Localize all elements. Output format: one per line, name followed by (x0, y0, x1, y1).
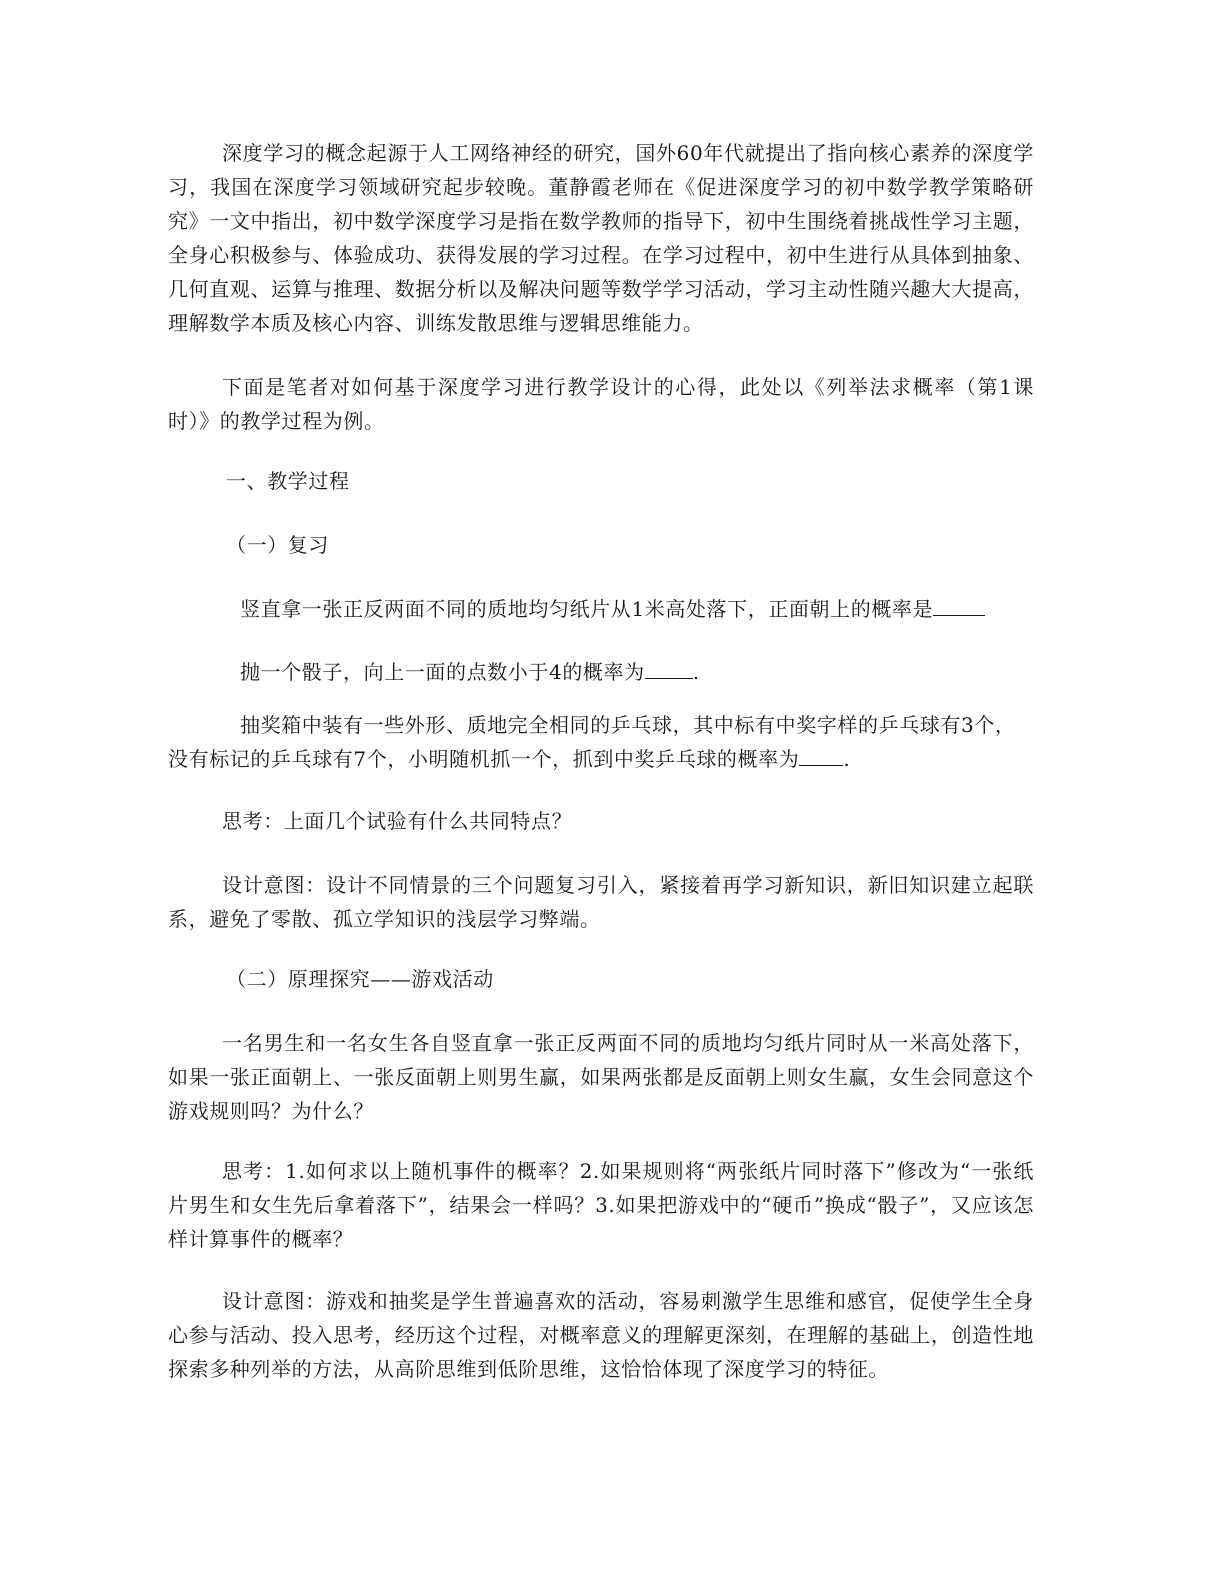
answer-blank (645, 656, 693, 679)
review-question-1 (240, 592, 985, 626)
answer-blank (933, 593, 985, 616)
question-text: 竖直拿一张正反两面不同的质地均匀纸片从1米高处落下，正面朝上的概率是 (240, 597, 934, 621)
answer-blank (799, 743, 843, 766)
second-paragraph: 下面是笔者对如何基于深度学习进行教学设计的心得，此处以《列举法求概率（第1课时）》的教学过程为例。 (168, 375, 1034, 433)
question-suffix: . (843, 747, 851, 771)
question-text: 没有标记的乒乓球有7个，小明随机抓一个，抓到中奖乒乓球的概率为 (168, 747, 800, 771)
review-question-2 (240, 655, 700, 689)
think-two: 思考：1.如何求以上随机事件的概率？2.如果规则将“两张纸片同时落下”修改为“一张纸片男生和女生先后拿着落下”，结果会一样吗？3.如果把游戏中的“硬币”换成“骰子”，又应该怎样计算事件的概率？ (168, 1159, 1034, 1251)
subsection-two-heading: （二）原理探究——游戏活动 (226, 967, 494, 991)
game-paragraph: 一名男生和一名女生各自竖直拿一张正反两面不同的质地均匀纸片同时从一米高处落下，如果一张正面朝上、一张反面朝上则男生赢，如果两张都是反面朝上则女生赢，女生会同意这个游戏规则吗？为什么？ (168, 1031, 1034, 1123)
think-one: 思考：上面几个试验有什么共同特点？ (222, 809, 573, 833)
review-question-3 (240, 708, 1016, 742)
subsection-one-heading: （一）复习 (226, 533, 329, 557)
question-text: 抽奖箱中装有一些外形、质地完全相同的乒乓球，其中标有中奖字样的乒乓球有3个， (240, 713, 1016, 737)
section-one-heading: 一、教学过程 (226, 469, 350, 493)
design-intent-two: 设计意图：游戏和抽奖是学生普遍喜欢的活动，容易刺激学生思维和感官，促使学生全身心参与活动、投入思考，经历这个过程，对概率意义的理解更深刻，在理解的基础上，创造性地探索多种列举的方法，从高阶思维到低阶思维，这恰恰体现了深度学习的特征。 (168, 1289, 1034, 1381)
design-intent-one: 设计意图：设计不同情景的三个问题复习引入，紧接着再学习新知识，新旧知识建立起联系，避免了零散、孤立学知识的浅层学习弊端。 (168, 873, 1034, 931)
review-question-3-line2 (168, 742, 850, 776)
question-suffix: . (692, 660, 700, 684)
question-text: 抛一个骰子，向上一面的点数小于4的概率为 (240, 660, 645, 684)
intro-paragraph: 深度学习的概念起源于人工网络神经的研究，国外60年代就提出了指向核心素养的深度学习，我国在深度学习领域研究起步较晚。董静霞老师在《促进深度学习的初中数学教学策略研究》一文中指出，初中数学深度学习是指在数学教师的指导下，初中生围绕着挑战性学习主题，全身心积极参与、体验成功、获得发展的学习过程。在学习过程中，初中生进行从具体到抽象、几何直观、运算与推理、数据分析以及解决问题等数学学习活动，学习主动性随兴趣大大提高，理解数学本质及核心内容、训练发散思维与逻辑思维能力。 (168, 141, 1034, 335)
